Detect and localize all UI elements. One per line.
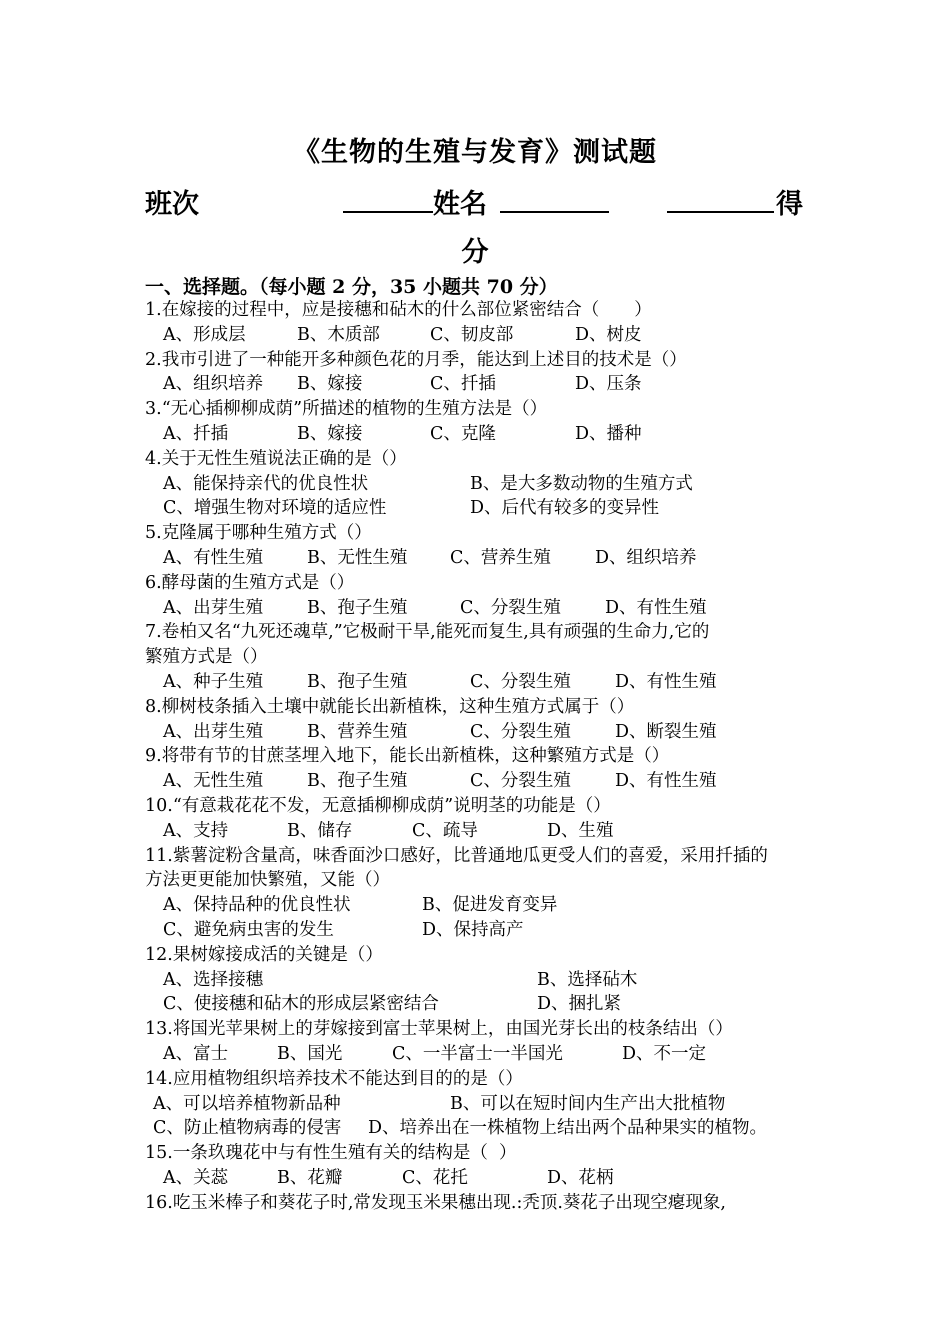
answer-option: D、培养出在一株植物上结出两个品种果实的植物。 — [368, 1118, 768, 1139]
question-stem: 1.在嫁接的过程中，应是接穗和砧木的什么部位紧密结合（ ） — [145, 300, 652, 320]
answer-option: B、营养生殖 — [307, 721, 408, 742]
answer-option: C、克隆 — [430, 424, 496, 444]
answer-option: B、孢子生殖 — [307, 672, 408, 692]
answer-option: B、选择砧木 — [537, 969, 638, 990]
answer-option: B、木质部 — [297, 324, 380, 345]
name-blank[interactable] — [500, 211, 609, 213]
question-stem: 2.我市引进了一种能开多种颜色花的月季，能达到上述目的技术是（） — [145, 349, 687, 370]
answer-option: A、支持 — [163, 820, 229, 841]
answer-option: B、可以在短时间内生产出大批植物 — [450, 1093, 726, 1114]
answer-option: C、防止植物病毒的侵害 — [153, 1118, 342, 1139]
question-stem: 10.“有意栽花花不发，无意插柳柳成荫”说明茎的功能是（） — [145, 796, 611, 816]
question-stem: 11.紫薯淀粉含量高，味香面沙口感好，比普通地瓜更受人们的喜爱，采用扦插的 — [145, 845, 768, 866]
answer-option: B、孢子生殖 — [307, 597, 408, 618]
class-label: 班次 — [145, 189, 199, 220]
score-blank[interactable] — [667, 211, 774, 213]
question-stem: 4.关于无性生殖说法正确的是（） — [145, 448, 407, 469]
answer-option: D、压条 — [575, 374, 642, 395]
answer-option: D、捆扎紧 — [537, 994, 622, 1015]
answer-option: D、树皮 — [575, 324, 642, 345]
answer-option: B、促进发育变异 — [422, 895, 558, 916]
answer-option: A、组织培养 — [163, 374, 264, 395]
question-stem: 14.应用植物组织培养技术不能达到目的的是（） — [145, 1068, 523, 1089]
answer-option: C、增强生物对环境的适应性 — [163, 498, 387, 519]
question-stem: 13.将国光苹果树上的芽嫁接到富士苹果树上，由国光芽长出的枝条结出（） — [145, 1019, 733, 1040]
class-blank[interactable] — [343, 211, 433, 213]
answer-option: D、花柄 — [547, 1168, 614, 1188]
answer-option: C、疏导 — [412, 820, 478, 841]
answer-option: D、保持高产 — [422, 920, 524, 940]
answer-option: C、花托 — [402, 1168, 468, 1188]
answer-option: C、分裂生殖 — [470, 771, 571, 792]
answer-option: B、花瓣 — [277, 1168, 343, 1188]
answer-option: A、形成层 — [163, 324, 246, 345]
answer-option: C、使接穗和砧木的形成层紧密结合 — [163, 994, 439, 1015]
answer-option: A、选择接穗 — [163, 969, 264, 990]
question-stem: 方法更更能加快繁殖，又能（） — [145, 870, 390, 891]
answer-option: A、可以培养植物新品种 — [153, 1093, 341, 1114]
exam-title: 《生物的生殖与发育》测试题 — [293, 137, 657, 168]
answer-option: C、避免病虫害的发生 — [163, 920, 334, 940]
answer-option: C、分裂生殖 — [460, 597, 561, 618]
answer-option: B、孢子生殖 — [307, 771, 408, 792]
answer-option: A、出芽生殖 — [163, 597, 264, 618]
answer-option: B、无性生殖 — [307, 548, 408, 568]
answer-option: B、是大多数动物的生殖方式 — [470, 473, 693, 494]
answer-option: D、生殖 — [547, 820, 614, 841]
answer-option: C、营养生殖 — [450, 548, 551, 568]
answer-option: D、组织培养 — [595, 548, 697, 568]
answer-option: D、断裂生殖 — [615, 721, 717, 742]
answer-option: D、有性生殖 — [615, 771, 717, 792]
name-label: 姓名 — [433, 189, 487, 220]
answer-option: B、嫁接 — [297, 424, 363, 444]
question-stem: 3.“无心插柳柳成荫”所描述的植物的生殖方法是（） — [145, 399, 548, 420]
question-stem: 12.果树嫁接成活的关键是（） — [145, 944, 383, 965]
section-title: 一、选择题。（每小题 2 分，35 小题共 70 分） — [145, 276, 558, 298]
question-stem: 7.卷柏又名“九死还魂草,”它极耐干旱,能死而复生,具有顽强的生命力,它的 — [145, 622, 710, 643]
answer-option: A、关蕊 — [163, 1168, 229, 1188]
answer-option: A、出芽生殖 — [163, 721, 264, 742]
question-stem: 15.一条玖瑰花中与有性生殖有关的结构是（ ） — [145, 1143, 517, 1164]
answer-option: C、扦插 — [430, 374, 496, 395]
answer-option: A、能保持亲代的优良性状 — [163, 473, 369, 494]
answer-option: D、播种 — [575, 424, 642, 444]
answer-option: A、无性生殖 — [163, 771, 264, 792]
answer-option: D、不一定 — [622, 1044, 707, 1064]
answer-option: A、有性生殖 — [163, 548, 264, 568]
question-stem: 6.酵母菌的生殖方式是（） — [145, 572, 355, 593]
question-stem: 5.克隆属于哪种生殖方式（） — [145, 523, 372, 544]
answer-option: D、有性生殖 — [605, 597, 707, 618]
question-stem: 16.吃玉米棒子和葵花子时,常发现玉米果穗出现.:秃顶.葵花子出现空瘪现象, — [145, 1192, 726, 1213]
answer-option: B、储存 — [287, 820, 353, 841]
answer-option: C、分裂生殖 — [470, 672, 571, 692]
question-stem: 9.将带有节的甘蔗茎埋入地下，能长出新植株，这种繁殖方式是（） — [145, 746, 670, 767]
score-label: 得 — [776, 189, 803, 220]
question-stem: 繁殖方式是（） — [145, 647, 268, 668]
answer-option: A、种子生殖 — [163, 672, 264, 692]
answer-option: A、扦插 — [163, 424, 229, 444]
answer-option: A、保持品种的优良性状 — [163, 895, 351, 916]
answer-option: C、一半富士一半国光 — [392, 1044, 563, 1064]
question-stem: 8.柳树枝条插入土壤中就能长出新植株，这种生殖方式属于（） — [145, 696, 635, 717]
answer-option: B、国光 — [277, 1044, 343, 1064]
answer-option: A、富士 — [163, 1044, 229, 1064]
answer-option: C、分裂生殖 — [470, 721, 571, 742]
answer-option: B、嫁接 — [297, 374, 363, 395]
answer-option: C、韧皮部 — [430, 324, 514, 345]
answer-option: D、后代有较多的变异性 — [470, 498, 660, 519]
score-label-continued: 分 — [461, 237, 489, 268]
answer-option: D、有性生殖 — [615, 672, 717, 692]
